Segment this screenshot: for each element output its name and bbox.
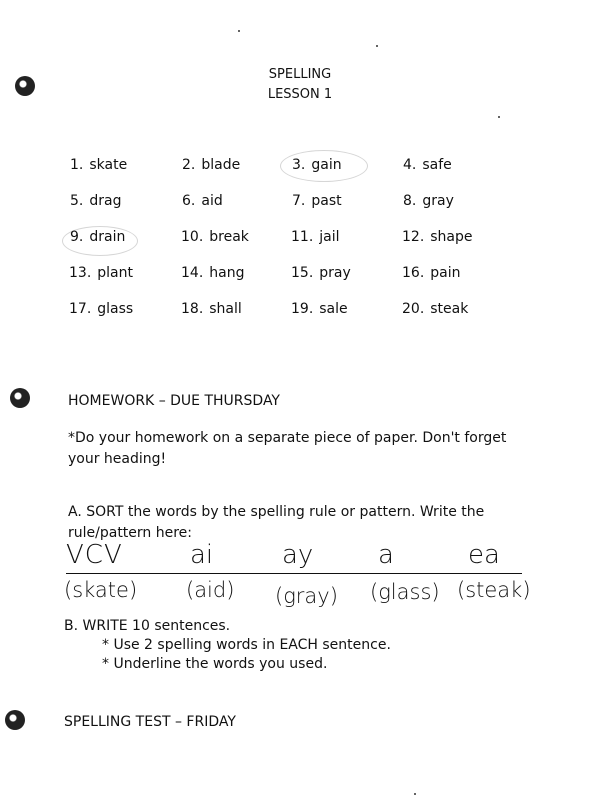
word-item: 7. past bbox=[292, 193, 342, 209]
word-item: 5. drag bbox=[70, 193, 122, 209]
writing-line bbox=[66, 573, 522, 574]
word-item: 2. blade bbox=[182, 157, 241, 173]
word-item: 18. shall bbox=[181, 301, 242, 317]
handwritten-example: (gray) bbox=[275, 584, 338, 608]
word-item: 15. pray bbox=[291, 265, 351, 281]
handwritten-example: (aid) bbox=[186, 578, 235, 602]
word-item: 20. steak bbox=[402, 301, 469, 317]
page-subtitle: LESSON 1 bbox=[267, 87, 333, 102]
section-b-heading: B. WRITE 10 sentences. bbox=[64, 618, 231, 634]
word-item: 11. jail bbox=[291, 229, 340, 245]
handwritten-pattern: a bbox=[378, 540, 394, 570]
handwritten-example: (steak) bbox=[457, 578, 531, 602]
handwritten-pattern: ay bbox=[282, 540, 314, 570]
handwritten-pattern: VCV bbox=[66, 540, 123, 570]
word-item: 10. break bbox=[181, 229, 249, 245]
word-item: 13. plant bbox=[69, 265, 133, 281]
punch-hole-middle bbox=[10, 388, 30, 408]
punch-hole-bottom bbox=[5, 710, 25, 730]
section-a-instructions: A. SORT the words by the spelling rule or pattern. Write the rule/pattern here: bbox=[68, 504, 485, 541]
handwritten-example: (skate) bbox=[64, 578, 138, 602]
paper-speck bbox=[376, 45, 378, 47]
word-item: 14. hang bbox=[181, 265, 245, 281]
handwritten-pattern: ai bbox=[190, 540, 214, 570]
word-item: 3. gain bbox=[292, 157, 342, 173]
word-item: 1. skate bbox=[70, 157, 128, 173]
paper-speck bbox=[498, 116, 500, 118]
page-title: SPELLING bbox=[268, 67, 332, 82]
handwritten-example: (glass) bbox=[370, 580, 440, 604]
word-item: 12. shape bbox=[402, 229, 473, 245]
word-item: 19. sale bbox=[291, 301, 348, 317]
paper-speck bbox=[414, 793, 416, 795]
word-item: 17. glass bbox=[69, 301, 134, 317]
section-b-bullet: * Underline the words you used. bbox=[102, 656, 328, 672]
word-item: 16. pain bbox=[402, 265, 461, 281]
handwritten-pattern: ea bbox=[468, 540, 500, 570]
word-item: 6. aid bbox=[182, 193, 223, 209]
word-item: 4. safe bbox=[403, 157, 452, 173]
homework-note: *Do your homework on a separate piece of paper. Don't forget your heading! bbox=[68, 430, 507, 467]
section-b-bullet: * Use 2 spelling words in EACH sentence. bbox=[102, 637, 391, 653]
word-item: 9. drain bbox=[70, 229, 126, 245]
paper-speck bbox=[238, 30, 240, 32]
word-item: 8. gray bbox=[403, 193, 454, 209]
homework-heading: HOMEWORK – DUE THURSDAY bbox=[68, 393, 280, 409]
test-heading: SPELLING TEST – FRIDAY bbox=[64, 714, 236, 730]
